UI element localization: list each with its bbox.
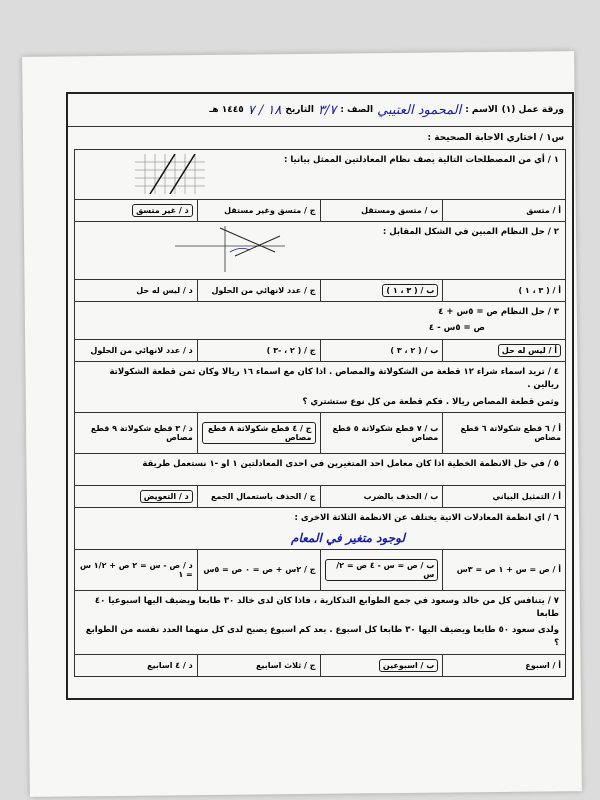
class-value: ٣/٧	[317, 102, 337, 118]
option-d[interactable]: د / التعويض	[75, 486, 197, 507]
option-a[interactable]: أ / اسبوع	[442, 655, 565, 676]
question-text: ٣ / حل النظام ص = ٥س + ٤	[438, 306, 559, 317]
question-text: ٢ / حل النظام المبين في الشكل المقابل :	[382, 226, 559, 237]
question-5	[74, 454, 566, 508]
question-4	[74, 362, 566, 454]
date-label: التاريخ	[285, 105, 314, 115]
question-text: ٦ / اي انظمة المعادلات الاتية يختلف عن الانظمة الثلاثة الاخرى :	[294, 513, 559, 523]
question-text: ٥ / في حل الانظمة الخطية اذا كان معامل احد المتغيرين في احدى المعادلتين ١ او -١ نستعمل طريقة	[142, 459, 559, 470]
intersecting-lines-graph	[175, 226, 285, 272]
question-2	[74, 222, 566, 302]
question-6	[74, 508, 566, 591]
question-text-2: ولدى سعود ٥٠ طابعا ويضيف اليها ٣٠ طابعا كل اسبوع . بعد كم اسبوع يصبح لدى كل منهما العدد نفسه من الطوابع ؟	[85, 625, 559, 648]
handwritten-note: لوجود متغير في المعام	[291, 530, 405, 545]
option-a[interactable]: أ / ٦ قطع شكولاتة ٦ قطع مصاص	[442, 413, 565, 453]
option-d[interactable]: د / عدد لانهائي من الحلول	[90, 346, 193, 355]
option-a[interactable]: أ / ص = س + ١ ص = ٣س	[442, 550, 565, 590]
question-3	[74, 302, 566, 363]
question-text-2: وثمن قطعة المصاص ريالا . فكم قطعة من كل نوع ستشتري ؟	[302, 396, 559, 407]
name-label: الاسم :	[465, 105, 498, 115]
option-b[interactable]: ب / الحذف بالضرب	[320, 486, 443, 507]
option-a[interactable]: أ / التمثيل البياني	[442, 486, 565, 507]
date-value: ١٨ / ٧	[247, 102, 282, 118]
option-d[interactable]: د / غير متسق	[75, 200, 197, 221]
question-text: ٧ / يتنافس كل من خالد وسعود في جمع الطوابع التذكارية ، فاذا كان لدى خالد ٣٠ طابعا ويضيف اليها اسبوعيا ٤٠ طابعا	[94, 595, 559, 619]
year: ١٤٤٥ هـ	[209, 105, 244, 115]
option-b[interactable]: ب / متسق ومستقل	[320, 200, 443, 221]
option-c[interactable]: ج / ٢س + ص = ٠ ص = ٥س	[197, 550, 320, 590]
option-c[interactable]: ج / الحذف باستعمال الجمع	[197, 486, 320, 507]
option-d[interactable]: د / ليس له حل	[136, 285, 193, 295]
option-c[interactable]: ج / ٤ قطع شكولاتة ٨ قطع مصاص	[197, 413, 320, 453]
section-title: س١ / اختاري الاجابة الصحيحة :	[427, 133, 564, 143]
name-value: المحمود العتيبي	[377, 102, 462, 118]
option-b[interactable]: ب / ص = س - ٤ ص = ٢/س	[320, 550, 443, 590]
worksheet-frame	[66, 92, 574, 700]
option-b[interactable]: ب / ( ٢ ، ٣ )	[320, 340, 443, 361]
question-text: ١ / أي من المصطلحات التالية يصف نظام المعادلتين الممثل بيانيا :	[283, 155, 559, 165]
option-c[interactable]: ج / ( ٢ ، -٣ )	[197, 340, 320, 361]
option-b[interactable]: ب / ( ٣ ، ١ )	[320, 280, 443, 301]
option-d[interactable]: د / ٤ اسابيع	[147, 660, 193, 670]
option-d[interactable]: د / ٣ قطع شكولاتة ٩ قطع مصاص	[90, 424, 193, 443]
class-label: الصف :	[340, 105, 374, 115]
question-text: ٤ / تريد اسماء شراء ١٢ قطعة من الشكولاتة والمصاص . اذا كان مع اسماء ١٦ ريالا وكان ثمن قطعة الشكولاتة ريالين .	[109, 367, 559, 390]
question-7	[74, 591, 566, 677]
parallel-lines-graph	[135, 154, 215, 194]
option-b[interactable]: ب / ٧ قطع شكولاتة ٥ قطع مصاص	[320, 413, 443, 453]
question-1	[74, 149, 566, 222]
option-d[interactable]: د / ص - س = ٢ ص + ١/٢ س = ١	[79, 560, 193, 579]
option-c[interactable]: ج / عدد لانهائي من الحلول	[197, 280, 320, 301]
worksheet-header	[68, 94, 572, 127]
option-a[interactable]: أ / ليس له حل	[442, 340, 565, 361]
worksheet-title: ورقة عمل (١)	[501, 105, 564, 115]
option-a[interactable]: أ / متسق	[442, 200, 565, 221]
option-c[interactable]: ج / متسق وغير مستقل	[197, 200, 320, 221]
option-c[interactable]: ج / ثلاث اسابيع	[197, 655, 320, 676]
option-b[interactable]: ب / اسبوعين	[320, 655, 443, 676]
option-a[interactable]: أ / ( ٣ ، ١ )	[442, 280, 565, 301]
question-text-2: ص = ٥س - ٤	[428, 323, 485, 334]
